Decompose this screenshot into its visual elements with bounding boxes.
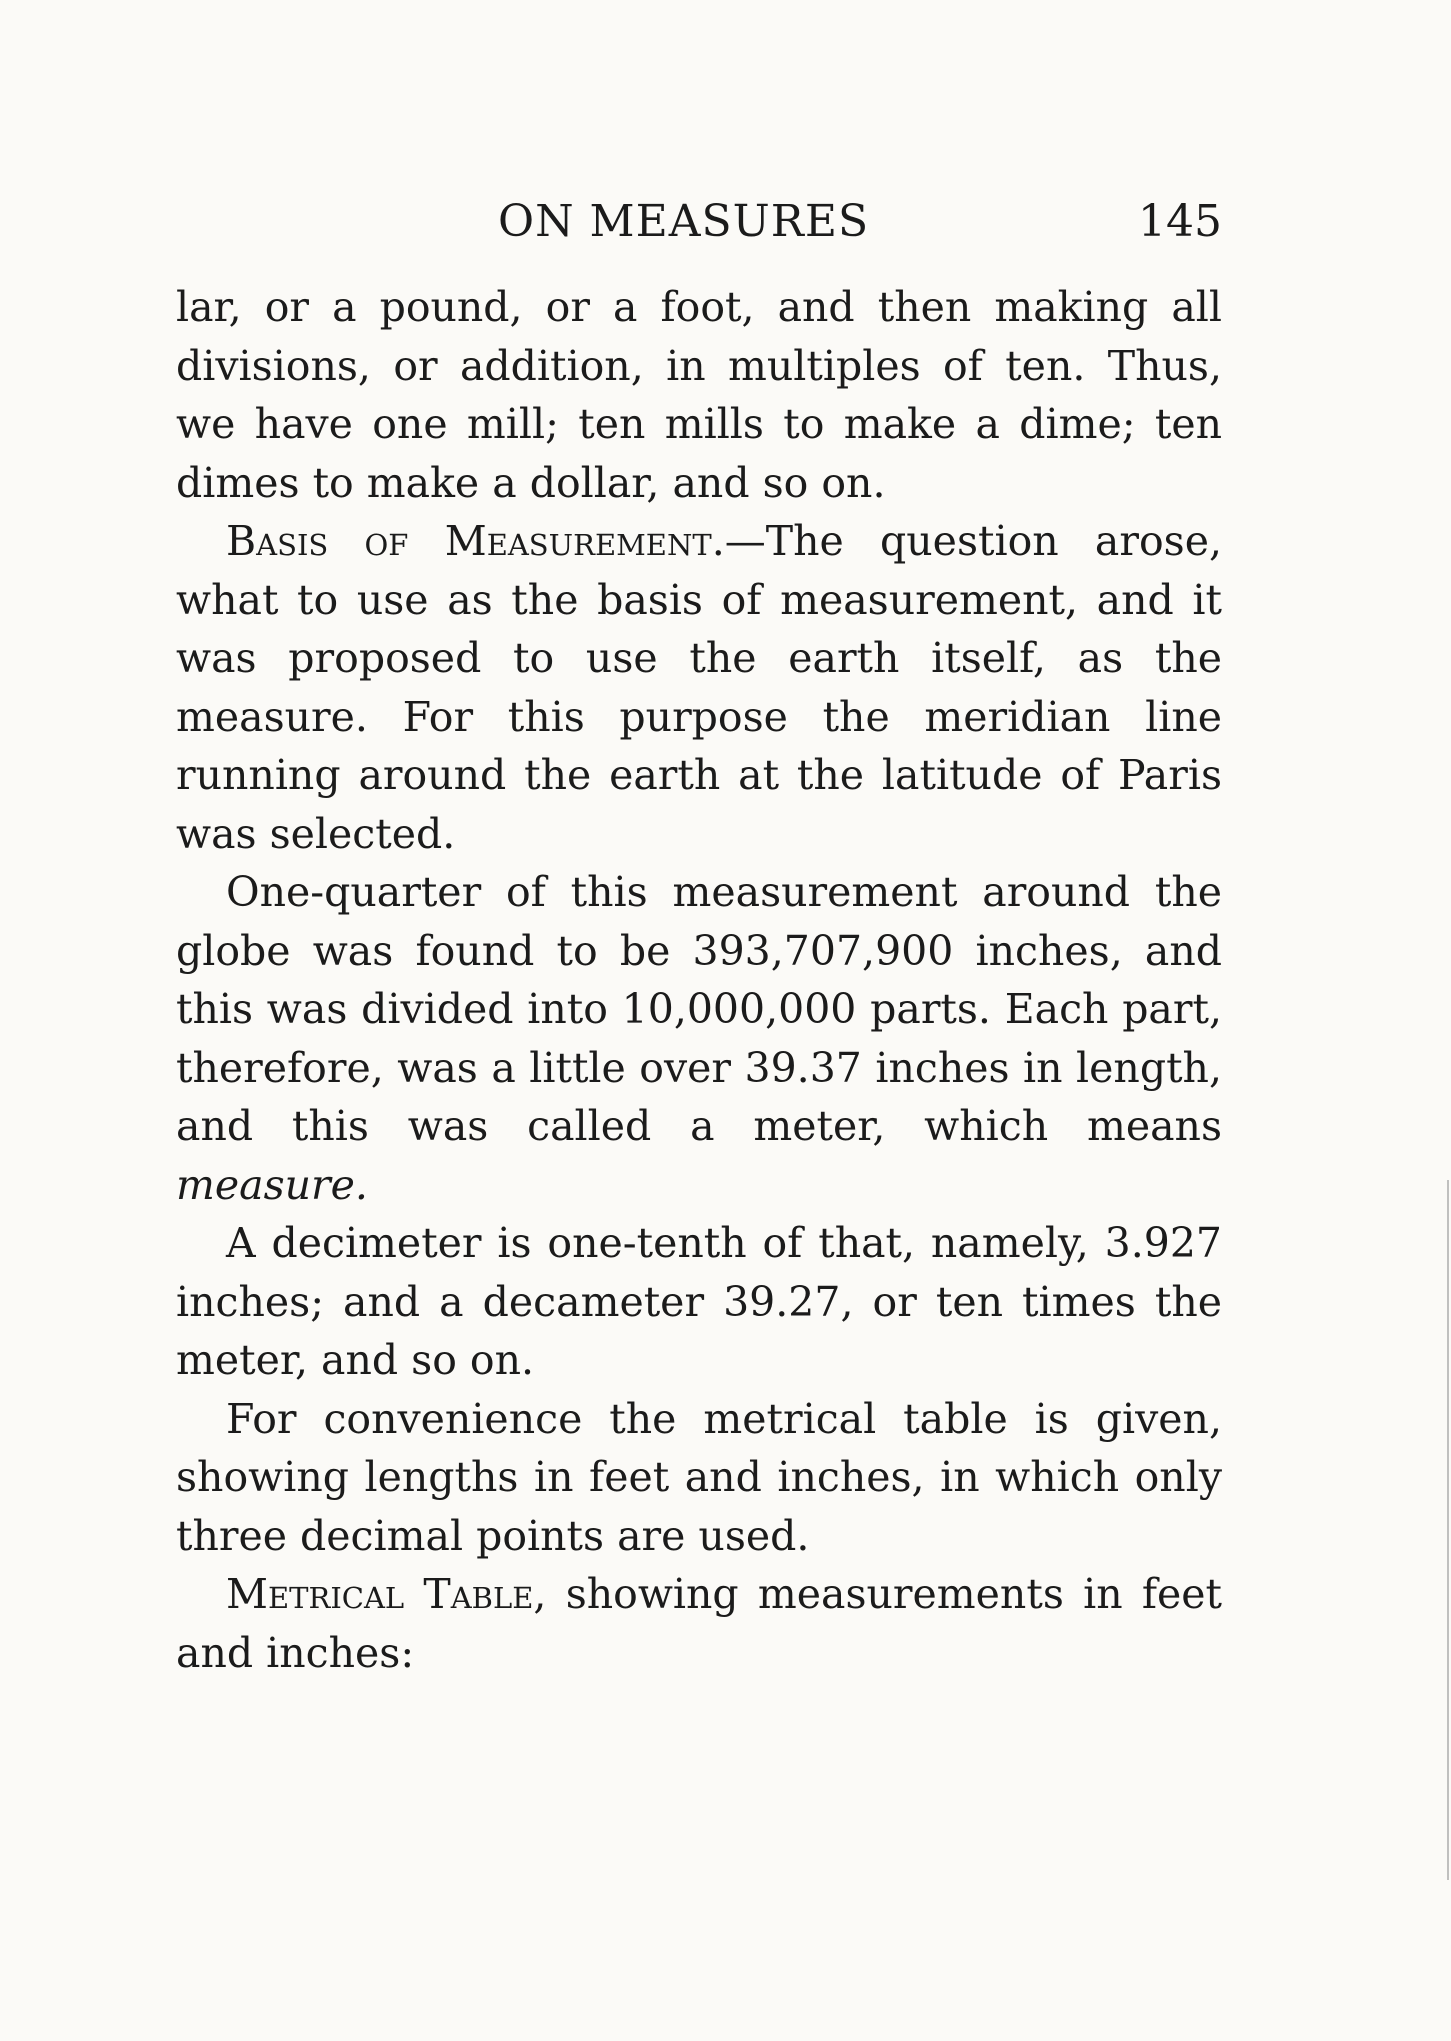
- paragraph-decimeter: [176, 1214, 1222, 1390]
- paragraph-text: showing measurements in feet and inches:: [176, 1570, 1222, 1677]
- section-lead: Basis of Measurement.: [226, 517, 725, 565]
- body-text: [176, 278, 1222, 1682]
- paragraph-text: One-quarter of this measurement around the globe was found to be 393,707,900 inches, and this was divided into 10,000,000 parts. Each part, therefore, was a little over 39.37 inches in length, and this was called a meter, which means: [176, 868, 1222, 1150]
- paragraph-text: lar, or a pound, or a foot, and then making all divisions, or addition, in multiples of ten. Thus, we have one mill; ten mills to make a dime; ten dimes to make a dollar, and so on.: [176, 283, 1222, 507]
- running-head: [176, 192, 1222, 252]
- section-lead: Metrical Table,: [226, 1570, 547, 1618]
- paragraph-text: —The question arose, what to use as the basis of measurement, and it was proposed to use the earth itself, as the measure. For this purpose the meridian line running around the earth at the latitude of Paris was selected.: [176, 517, 1222, 858]
- running-title: ON MEASURES: [498, 196, 870, 247]
- paragraph-one-quarter: [176, 863, 1222, 1214]
- page-number: 145: [1138, 196, 1222, 247]
- paragraph-metrical-table: [176, 1565, 1222, 1682]
- paragraph-basis-of-measurement: [176, 512, 1222, 863]
- paragraph-continuation: [176, 278, 1222, 512]
- page-edge-line: [1447, 1180, 1449, 1880]
- paragraph-text: For convenience the metrical table is given, showing lengths in feet and inches, in which only three decimal points are used.: [176, 1394, 1222, 1560]
- paragraph-convenience: [176, 1390, 1222, 1566]
- emphasis-measure: measure.: [176, 1160, 368, 1209]
- paragraph-text: A decimeter is one-tenth of that, namely, 3.927 inches; and a decameter 39.27, or ten times the meter, and so on.: [176, 1219, 1222, 1384]
